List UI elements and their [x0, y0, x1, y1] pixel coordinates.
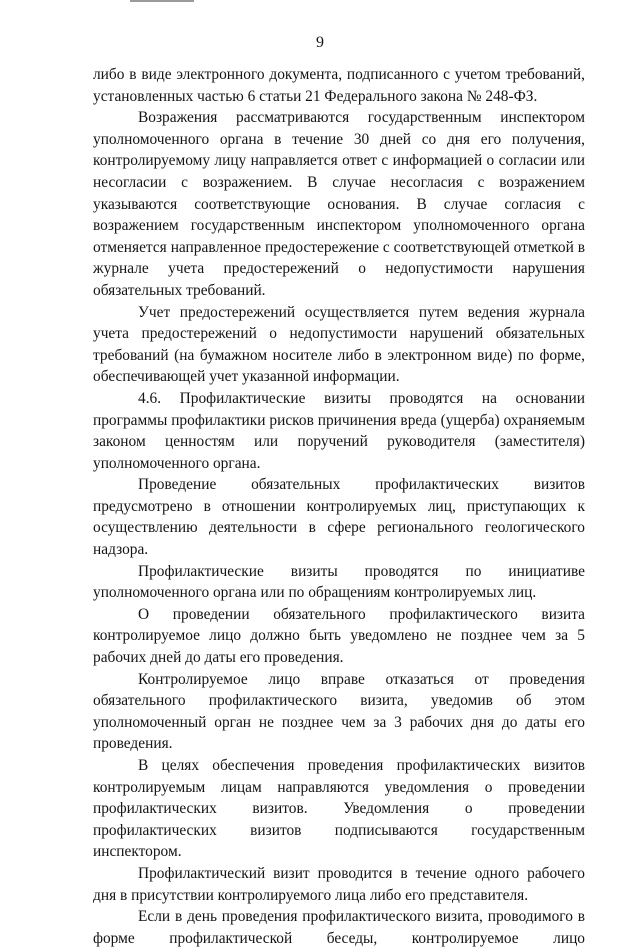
paragraph: Учет предостережений осуществляется путем ведения журнала учета предостережений о недопустимости нарушений обязательных требований (на бумажном носителе либо в электронном виде) по форме, обеспечивающей учет указанной информации.: [93, 303, 585, 386]
paragraph: Профилактический визит проводится в течение одного рабочего дня в присутствии контролируемого лица либо его представителя.: [93, 864, 585, 904]
paragraph: Контролируемое лицо вправе отказаться от проведения обязательного профилактического визита, уведомив об этом уполномоченный орган не позднее чем за 3 рабочих дня до даты его проведения.: [93, 670, 585, 753]
paragraph: Возражения рассматриваются государственным инспектором уполномоченного органа в течение 30 дней со дня его получения, контролируемому лицу направляется ответ с информацией о согласии или несогласии с возражением. В случае несогласия с возражением указываются соответствующие основания. В случае согласия с возражением государственным инспектором уполномоченного органа отменяется направленное предостережение с соответствующей отметкой в журнале учета предостережений о недопустимости нарушения обязательных требований.: [93, 109, 585, 299]
paragraph: Если в день проведения профилактического визита, проводимого в форме профилактической беседы, контролируемое лицо: [93, 908, 585, 947]
paragraph: В целях обеспечения проведения профилактических визитов контролируемым лицам направляются уведомления о проведении профилактических визитов. Уведомления о проведении профилактических визитов подписываются государственным инспектором.: [93, 757, 585, 861]
page-number: 9: [316, 34, 324, 51]
paragraph: 4.6. Профилактические визиты проводятся на основании программы профилактики рисков причинения вреда (ущерба) охраняемым законом ценностям или поручений руководителя (заместителя) уполномоченного органа.: [93, 389, 585, 472]
document-body: [93, 64, 585, 949]
paragraph: либо в виде электронного документа, подписанного с учетом требований, установленных частью 6 статьи 21 Федерального закона № 248-ФЗ.: [93, 66, 585, 105]
paragraph: Проведение обязательных профилактических визитов предусмотрено в отношении контролируемых лиц, приступающих к осуществлению деятельности в сфере регионального геологического надзора.: [93, 476, 585, 559]
paragraph: Профилактические визиты проводятся по инициативе уполномоченного органа или по обращениям контролируемых лиц.: [93, 562, 585, 602]
scan-edge-mark: [130, 0, 194, 2]
paragraph: О проведении обязательного профилактического визита контролируемое лицо должно быть уведомлено не позднее чем за 5 рабочих дней до даты его проведения.: [93, 605, 585, 667]
